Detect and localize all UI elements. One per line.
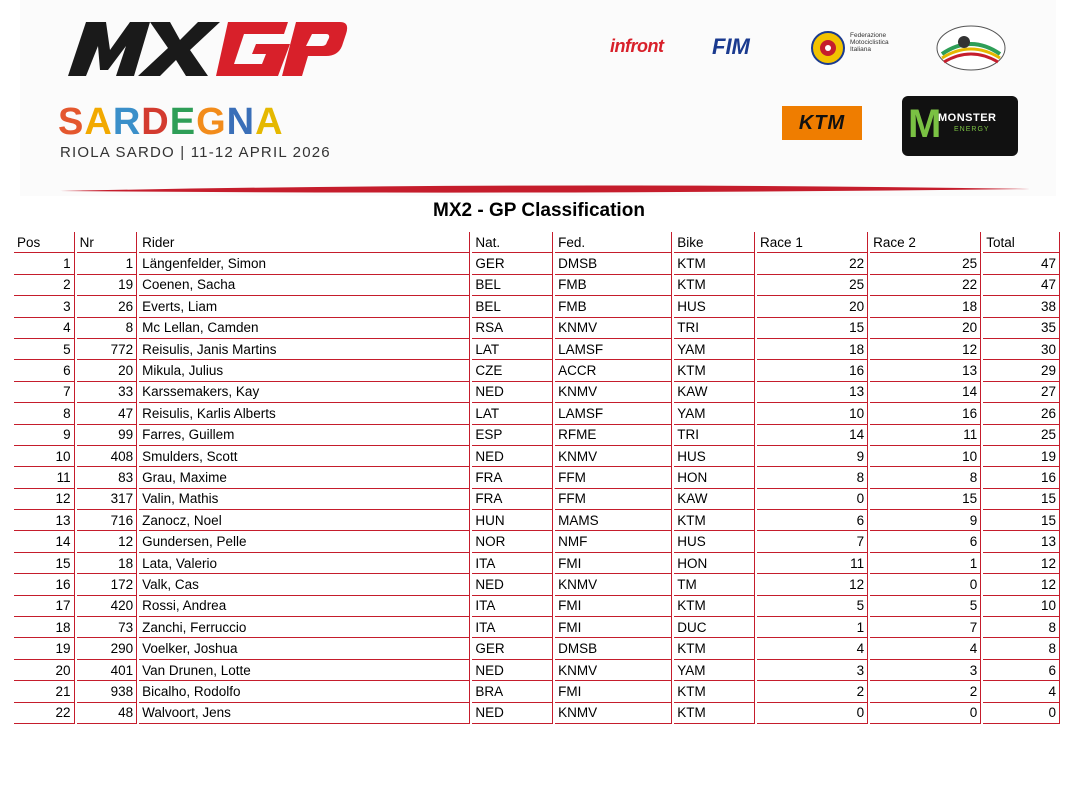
cell-federation: ACCR [555,360,672,381]
fim-logo-text: FIM [712,34,750,59]
cell-federation: FMB [555,275,672,296]
infront-logo: infront [610,36,664,56]
cell-federation: KNMV [555,318,672,339]
cell-rider: Rossi, Andrea [139,596,470,617]
cell-federation: FMI [555,596,672,617]
cell-nationality: LAT [472,339,553,360]
cell-bike: KAW [674,382,755,403]
cell-race-1: 4 [757,638,868,659]
ktm-logo: KTM [782,106,862,140]
cell-rider: Walvoort, Jens [139,703,470,724]
cell-nationality: FRA [472,467,553,488]
cell-pos: 7 [14,382,75,403]
column-header: Rider [139,232,470,253]
cell-federation: KNMV [555,382,672,403]
cell-total: 30 [983,339,1060,360]
cell-total: 8 [983,617,1060,638]
cell-race-2: 8 [870,467,981,488]
cell-nationality: ITA [472,617,553,638]
cell-number: 772 [77,339,138,360]
cell-bike: HON [674,467,755,488]
cell-pos: 14 [14,531,75,552]
cell-nationality: NED [472,446,553,467]
fmi-logo-line: Federazione [850,32,887,39]
cell-total: 15 [983,510,1060,531]
table-row [14,489,1060,510]
cell-nationality: BEL [472,275,553,296]
cell-total: 25 [983,425,1060,446]
table-row [14,253,1060,274]
cell-race-2: 4 [870,638,981,659]
event-name-part: E [169,101,197,143]
cell-total: 15 [983,489,1060,510]
cell-federation: FMI [555,553,672,574]
cell-total: 47 [983,275,1060,296]
cell-nationality: ITA [472,596,553,617]
cell-number: 317 [77,489,138,510]
event-name-part: N [226,101,256,143]
cell-rider: Grau, Maxime [139,467,470,488]
cell-race-2: 22 [870,275,981,296]
column-header: Total [983,232,1060,253]
cell-nationality: HUN [472,510,553,531]
cell-federation: FFM [555,489,672,510]
cell-race-1: 25 [757,275,868,296]
cell-race-2: 5 [870,596,981,617]
cell-bike: KTM [674,681,755,702]
cell-nationality: ESP [472,425,553,446]
cell-federation: KNMV [555,574,672,595]
cell-rider: Zanchi, Ferruccio [139,617,470,638]
cell-rider: Farres, Guillem [139,425,470,446]
cell-bike: KTM [674,253,755,274]
cell-bike: KTM [674,510,755,531]
cell-nationality: GER [472,253,553,274]
cell-total: 29 [983,360,1060,381]
cell-bike: KTM [674,275,755,296]
cell-pos: 11 [14,467,75,488]
cell-race-1: 22 [757,253,868,274]
cell-nationality: NED [472,382,553,403]
cell-federation: NMF [555,531,672,552]
cell-bike: KTM [674,360,755,381]
cell-race-1: 13 [757,382,868,403]
cell-bike: DUC [674,617,755,638]
cell-number: 20 [77,360,138,381]
cell-rider: Valin, Mathis [139,489,470,510]
cell-total: 12 [983,553,1060,574]
table-row [14,425,1060,446]
table-row [14,318,1060,339]
event-name-part: R [112,101,142,143]
cell-nationality: BRA [472,681,553,702]
cell-federation: KNMV [555,703,672,724]
table-row [14,510,1060,531]
cell-federation: FMI [555,681,672,702]
cell-nationality: NED [472,660,553,681]
cell-race-1: 10 [757,403,868,424]
cell-pos: 13 [14,510,75,531]
cell-nationality: NED [472,703,553,724]
fmi-logo-line: Italiana [850,46,871,53]
cell-total: 26 [983,403,1060,424]
table-row [14,382,1060,403]
cell-number: 18 [77,553,138,574]
cell-number: 716 [77,510,138,531]
cell-rider: Van Drunen, Lotte [139,660,470,681]
monster-logo-subtext: ENERGY [954,126,990,133]
cell-bike: YAM [674,339,755,360]
cell-pos: 15 [14,553,75,574]
cell-pos: 3 [14,296,75,317]
cell-race-1: 9 [757,446,868,467]
cell-pos: 5 [14,339,75,360]
cell-number: 408 [77,446,138,467]
monster-claw-icon: M [908,102,942,146]
cell-race-2: 2 [870,681,981,702]
event-name [58,100,284,144]
cell-race-1: 0 [757,489,868,510]
cell-federation: LAMSF [555,339,672,360]
cell-total: 19 [983,446,1060,467]
sardinia-emblem-icon [934,24,1008,74]
cell-federation: KNMV [555,446,672,467]
cell-nationality: NOR [472,531,553,552]
event-name-part: A [84,101,113,143]
fim-logo [712,34,750,60]
cell-race-1: 0 [757,703,868,724]
cell-race-2: 12 [870,339,981,360]
cell-bike: HUS [674,446,755,467]
cell-rider: Coenen, Sacha [139,275,470,296]
cell-race-2: 0 [870,574,981,595]
classification-table [12,232,1062,724]
mxgp-logo [58,12,348,84]
event-name-part: G [196,101,227,143]
table-row [14,467,1060,488]
cell-bike: TRI [674,318,755,339]
cell-race-2: 25 [870,253,981,274]
cell-rider: Mikula, Julius [139,360,470,381]
cell-total: 8 [983,638,1060,659]
cell-total: 27 [983,382,1060,403]
cell-total: 0 [983,703,1060,724]
cell-pos: 2 [14,275,75,296]
cell-federation: MAMS [555,510,672,531]
cell-federation: DMSB [555,638,672,659]
cell-pos: 17 [14,596,75,617]
table-row [14,296,1060,317]
cell-number: 420 [77,596,138,617]
cell-bike: HUS [674,531,755,552]
cell-number: 172 [77,574,138,595]
cell-number: 83 [77,467,138,488]
cell-race-1: 6 [757,510,868,531]
cell-total: 13 [983,531,1060,552]
cell-pos: 20 [14,660,75,681]
cell-rider: Bicalho, Rodolfo [139,681,470,702]
cell-race-2: 7 [870,617,981,638]
cell-race-1: 16 [757,360,868,381]
cell-rider: Gundersen, Pelle [139,531,470,552]
cell-pos: 18 [14,617,75,638]
cell-bike: KTM [674,703,755,724]
cell-pos: 21 [14,681,75,702]
cell-federation: LAMSF [555,403,672,424]
cell-nationality: ITA [472,553,553,574]
cell-number: 99 [77,425,138,446]
table-row [14,446,1060,467]
table-row [14,681,1060,702]
cell-bike: TRI [674,425,755,446]
event-name-part: S [58,101,85,143]
cell-race-1: 5 [757,596,868,617]
cell-race-1: 12 [757,574,868,595]
page-title: MX2 - GP Classification [433,200,645,221]
fmi-logo-text [850,32,889,53]
cell-bike: YAM [674,660,755,681]
cell-race-2: 20 [870,318,981,339]
event-header [20,0,1056,196]
event-name-part: D [141,101,170,143]
cell-nationality: CZE [472,360,553,381]
cell-race-1: 18 [757,339,868,360]
cell-race-2: 10 [870,446,981,467]
event-date-location: RIOLA SARDO | 11-12 APRIL 2026 [60,144,331,161]
monster-energy-logo [902,96,1018,156]
cell-pos: 16 [14,574,75,595]
sardinia-club-logo [934,24,1008,74]
cell-number: 938 [77,681,138,702]
cell-nationality: NED [472,574,553,595]
cell-nationality: FRA [472,489,553,510]
cell-federation: FMB [555,296,672,317]
cell-race-2: 13 [870,360,981,381]
cell-nationality: GER [472,638,553,659]
cell-number: 12 [77,531,138,552]
column-header: Pos [14,232,75,253]
cell-pos: 8 [14,403,75,424]
cell-race-2: 14 [870,382,981,403]
table-row [14,703,1060,724]
cell-bike: HUS [674,296,755,317]
cell-rider: Karssemakers, Kay [139,382,470,403]
red-swoosh-divider [60,183,1030,195]
cell-total: 12 [983,574,1060,595]
table-row [14,617,1060,638]
cell-rider: Reisulis, Karlis Alberts [139,403,470,424]
table-row [14,403,1060,424]
cell-race-1: 20 [757,296,868,317]
cell-federation: KNMV [555,660,672,681]
cell-total: 38 [983,296,1060,317]
cell-number: 401 [77,660,138,681]
cell-pos: 10 [14,446,75,467]
cell-number: 48 [77,703,138,724]
cell-rider: Voelker, Joshua [139,638,470,659]
cell-number: 19 [77,275,138,296]
column-header: Bike [674,232,755,253]
cell-bike: TM [674,574,755,595]
cell-race-1: 3 [757,660,868,681]
column-header: Fed. [555,232,672,253]
cell-race-2: 3 [870,660,981,681]
cell-bike: KTM [674,596,755,617]
cell-pos: 4 [14,318,75,339]
cell-rider: Mc Lellan, Camden [139,318,470,339]
cell-race-1: 8 [757,467,868,488]
cell-total: 35 [983,318,1060,339]
cell-pos: 6 [14,360,75,381]
cell-nationality: LAT [472,403,553,424]
cell-rider: Reisulis, Janis Martins [139,339,470,360]
cell-pos: 1 [14,253,75,274]
cell-bike: KAW [674,489,755,510]
table-row [14,660,1060,681]
table-row [14,638,1060,659]
cell-number: 26 [77,296,138,317]
cell-race-2: 18 [870,296,981,317]
cell-race-2: 0 [870,703,981,724]
cell-bike: HON [674,553,755,574]
cell-federation: FMI [555,617,672,638]
cell-race-1: 15 [757,318,868,339]
table-row [14,275,1060,296]
cell-rider: Smulders, Scott [139,446,470,467]
table-row [14,574,1060,595]
cell-number: 33 [77,382,138,403]
cell-rider: Lata, Valerio [139,553,470,574]
cell-race-2: 1 [870,553,981,574]
cell-rider: Valk, Cas [139,574,470,595]
cell-race-2: 11 [870,425,981,446]
cell-number: 290 [77,638,138,659]
column-header: Race 2 [870,232,981,253]
event-name-part: A [255,101,284,143]
column-header: Race 1 [757,232,868,253]
cell-race-2: 16 [870,403,981,424]
cell-total: 47 [983,253,1060,274]
cell-pos: 9 [14,425,75,446]
cell-federation: RFME [555,425,672,446]
cell-race-1: 1 [757,617,868,638]
cell-number: 8 [77,318,138,339]
cell-race-1: 7 [757,531,868,552]
cell-total: 16 [983,467,1060,488]
cell-federation: DMSB [555,253,672,274]
cell-nationality: RSA [472,318,553,339]
cell-rider: Everts, Liam [139,296,470,317]
fmi-emblem-icon [810,28,846,68]
cell-rider: Zanocz, Noel [139,510,470,531]
cell-number: 73 [77,617,138,638]
fmi-logo [810,28,900,72]
column-header: Nr [77,232,138,253]
fmi-logo-line: Motociclistica [850,39,889,46]
cell-total: 10 [983,596,1060,617]
cell-federation: FFM [555,467,672,488]
cell-race-1: 14 [757,425,868,446]
table-row [14,553,1060,574]
cell-bike: YAM [674,403,755,424]
cell-race-2: 6 [870,531,981,552]
monster-logo-text: MONSTER [938,112,997,124]
cell-total: 4 [983,681,1060,702]
cell-bike: KTM [674,638,755,659]
table-row [14,531,1060,552]
cell-number: 1 [77,253,138,274]
table-row [14,596,1060,617]
column-header: Nat. [472,232,553,253]
cell-pos: 19 [14,638,75,659]
table-row [14,360,1060,381]
table-header-row [14,232,1060,253]
cell-number: 47 [77,403,138,424]
table-row [14,339,1060,360]
cell-nationality: BEL [472,296,553,317]
cell-pos: 12 [14,489,75,510]
cell-total: 6 [983,660,1060,681]
cell-rider: Längenfelder, Simon [139,253,470,274]
cell-race-1: 2 [757,681,868,702]
cell-race-1: 11 [757,553,868,574]
cell-pos: 22 [14,703,75,724]
cell-race-2: 9 [870,510,981,531]
cell-race-2: 15 [870,489,981,510]
